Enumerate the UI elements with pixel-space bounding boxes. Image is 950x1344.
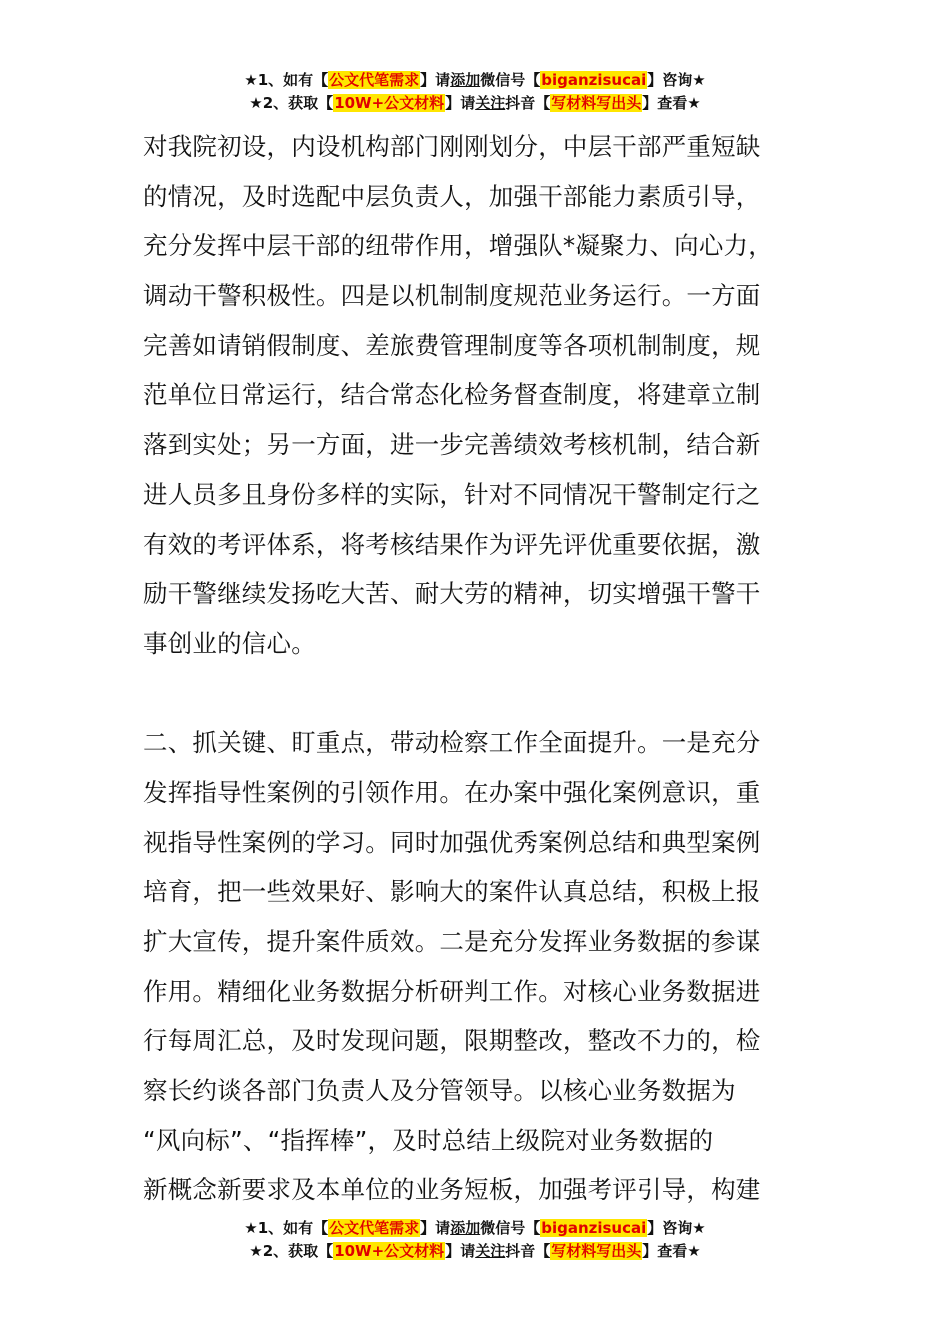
highlight-wechat-id: biganzisucai bbox=[541, 71, 647, 89]
text-line: 完善如请销假制度、差旅费管理制度等各项机制制度，规 bbox=[143, 330, 761, 360]
text-line: 作用。精细化业务数据分析研判工作。对核心业务数据进 bbox=[143, 976, 761, 1006]
footer-banner-line-2: ★2、获取【10W+公文材料】请关注抖音【写材料写出头】查看★ bbox=[249, 1242, 701, 1260]
header-banner bbox=[0, 69, 950, 115]
paragraph-2 bbox=[143, 718, 808, 1215]
text-line: 扩大宣传，提升案件质效。二是充分发挥业务数据的参谋 bbox=[143, 927, 761, 956]
text-line: 培育，把一些效果好、影响大的案件认真总结，积极上报 bbox=[143, 877, 761, 907]
highlight-service: 公文代笔需求 bbox=[329, 1219, 420, 1237]
text-line: 进人员多且身份多样的实际，针对不同情况干警制定行之 bbox=[143, 479, 761, 509]
text-line: 察长约谈各部门负责人及分管领导。以核心业务数据为 bbox=[143, 1076, 736, 1106]
highlight-douyin-account: 写材料写出头 bbox=[551, 1242, 642, 1260]
highlight-materials: 10W+公文材料 bbox=[334, 1242, 445, 1260]
text-line: 对我院初设，内设机构部门刚刚划分，中层干部严重短缺 bbox=[143, 132, 761, 161]
text-line: 范单位日常运行，结合常态化检务督查制度，将建章立制 bbox=[143, 380, 761, 410]
highlight-materials: 10W+公文材料 bbox=[334, 94, 445, 112]
text-line: 二、抓关键、盯重点，带动检察工作全面提升。一是充分 bbox=[143, 728, 761, 758]
text-line: 落到实处；另一方面，进一步完善绩效考核机制，结合新 bbox=[143, 430, 761, 460]
text-line: 调动干警积极性。四是以机制制度规范业务运行。一方面 bbox=[143, 281, 761, 311]
footer-banner-line-1: ★1、如有【公文代笔需求】请添加微信号【biganzisucai】咨询★ bbox=[244, 1219, 706, 1237]
highlight-wechat-id: biganzisucai bbox=[541, 1219, 647, 1237]
text-line: “风向标”、“指挥棒”，及时总结上级院对业务数据的 bbox=[143, 1125, 714, 1155]
text-line: 励干警继续发扬吃大苦、耐大劳的精神，切实增强干警干 bbox=[143, 579, 761, 609]
paragraph-1 bbox=[143, 122, 808, 669]
footer-banner bbox=[0, 1217, 950, 1263]
text-line: 发挥指导性案例的引领作用。在办案中强化案例意识，重 bbox=[143, 777, 761, 807]
highlight-douyin-account: 写材料写出头 bbox=[551, 94, 642, 112]
text-line: 事创业的信心。 bbox=[143, 628, 316, 658]
text-line: 有效的考评体系，将考核结果作为评先评优重要依据，激 bbox=[143, 529, 761, 559]
text-line: 充分发挥中层干部的纽带作用，增强队*凝聚力、向心力， bbox=[143, 231, 773, 261]
text-line: 行每周汇总，及时发现问题，限期整改，整改不力的，检 bbox=[143, 1026, 761, 1056]
header-banner-line-1: ★1、如有【公文代笔需求】请添加微信号【biganzisucai】咨询★ bbox=[244, 71, 706, 89]
highlight-service: 公文代笔需求 bbox=[329, 71, 420, 89]
text-line: 新概念新要求及本单位的业务短板，加强考评引导，构建 bbox=[143, 1175, 761, 1205]
text-line: 视指导性案例的学习。同时加强优秀案例总结和典型案例 bbox=[143, 827, 761, 857]
paragraph-spacer bbox=[143, 669, 808, 719]
header-banner-line-2: ★2、获取【10W+公文材料】请关注抖音【写材料写出头】查看★ bbox=[249, 94, 701, 112]
document-body bbox=[143, 122, 808, 1215]
text-line: 的情况，及时选配中层负责人，加强干部能力素质引导， bbox=[143, 181, 761, 211]
